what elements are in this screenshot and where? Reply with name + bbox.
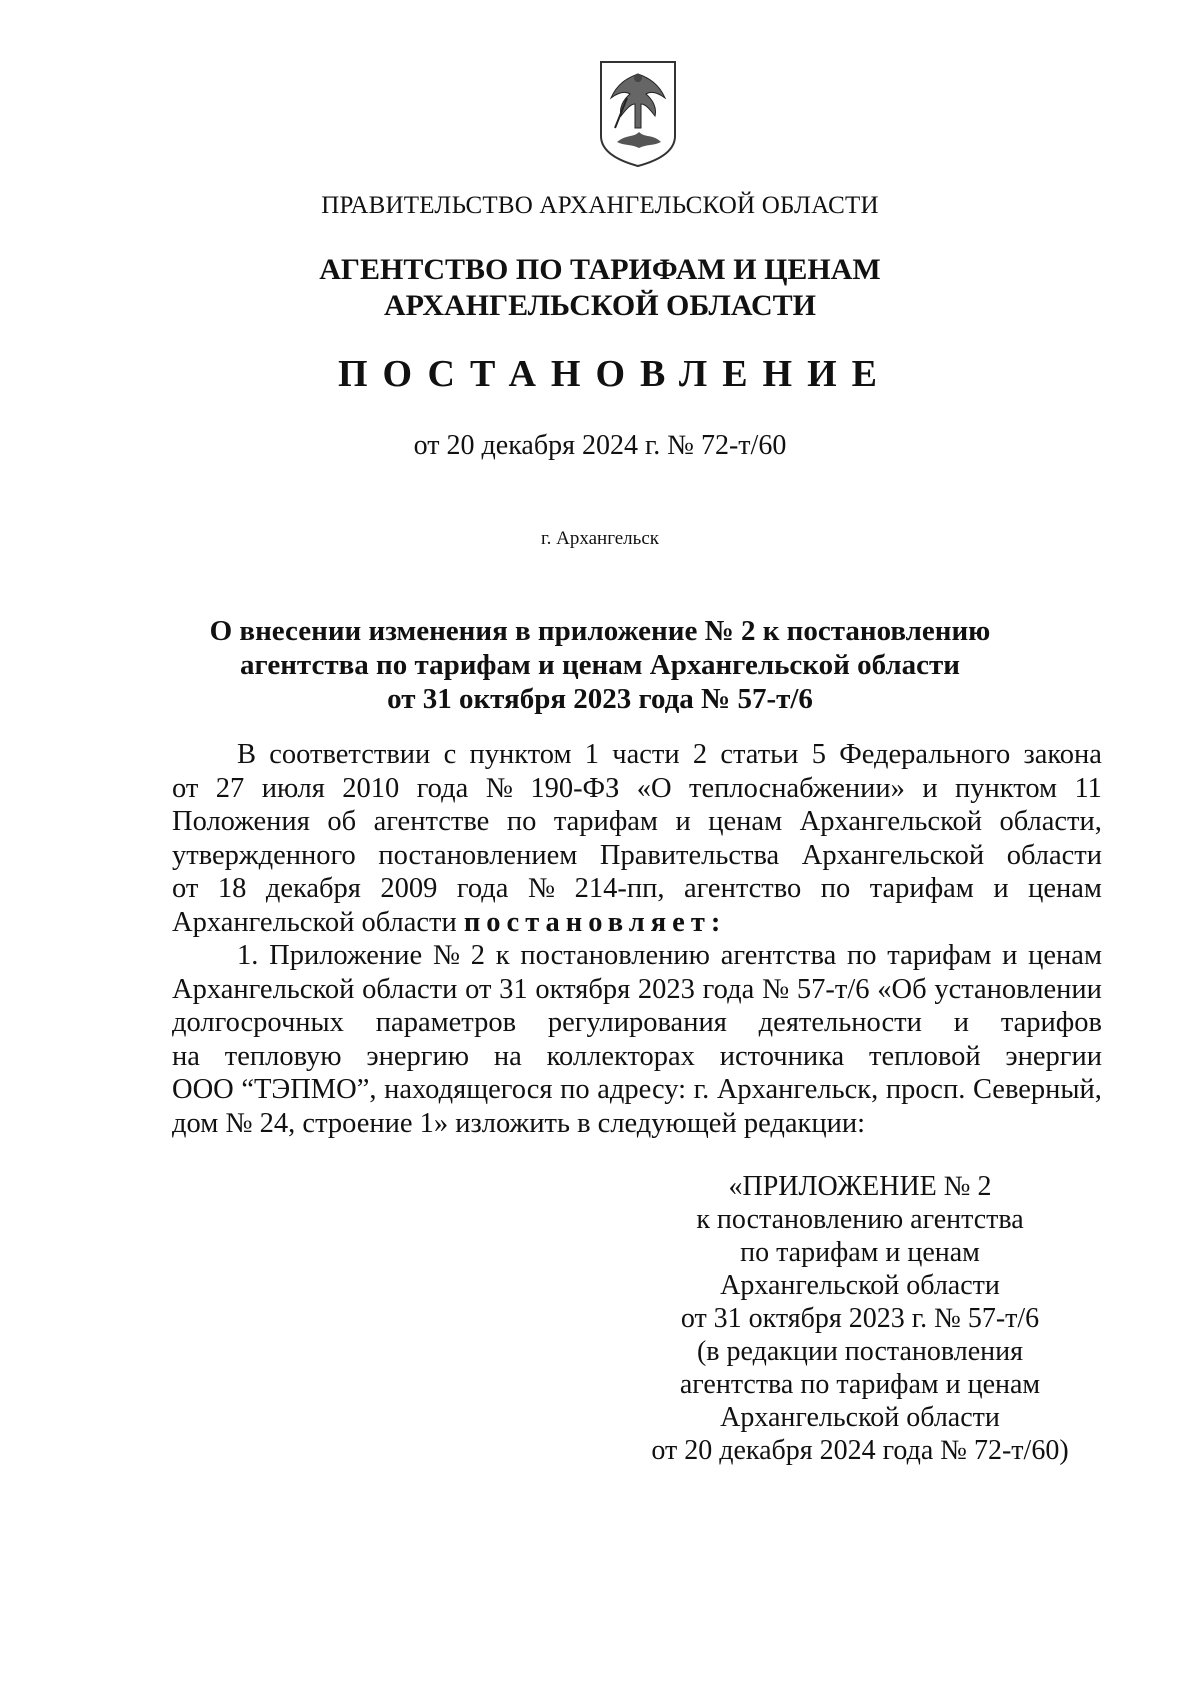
- text-word: области: [1006, 839, 1102, 871]
- text-word: В: [237, 739, 257, 770]
- text-line: дом № 24, строение 1» изложить в следующей редакции:: [172, 1107, 866, 1139]
- text-word: агентстве: [373, 806, 490, 837]
- text-word: 31: [499, 973, 528, 1005]
- document-date-number: от 20 декабря 2024 г. № 72-т/60: [413, 430, 787, 461]
- text-word: и: [953, 1007, 969, 1038]
- text-word: 190-ФЗ: [530, 772, 620, 804]
- text-word: на: [172, 1040, 200, 1072]
- text-word: области,: [999, 806, 1102, 837]
- agency-name-line: АГЕНТСТВО ПО ТАРИФАМ И ЦЕНАМ: [319, 253, 881, 286]
- text-word: адресу:: [597, 1074, 687, 1105]
- text-word: и: [922, 772, 938, 804]
- appendix-line: (в редакции постановления: [696, 1336, 1024, 1367]
- text-word: июля: [261, 772, 325, 804]
- text-word: установлении: [934, 973, 1102, 1005]
- text-word: 5: [811, 739, 826, 770]
- text-word: Правительства: [599, 839, 780, 871]
- text-word: на: [493, 1040, 522, 1072]
- text-word: Северный,: [972, 1074, 1102, 1105]
- text-word: года: [702, 973, 755, 1005]
- text-word: постановлению: [520, 940, 710, 971]
- text-word: 18: [217, 873, 247, 904]
- appendix-line: по тарифам и ценам: [740, 1237, 980, 1268]
- text-word: года: [456, 873, 509, 904]
- appendix-line: агентства по тарифам и ценам: [679, 1369, 1041, 1400]
- text-word: “ТЭПМО”,: [241, 1074, 377, 1105]
- text-word: энергии: [1005, 1040, 1102, 1072]
- text-word: с: [443, 739, 457, 770]
- text-line: [172, 939, 1102, 973]
- text-line: [172, 1006, 1102, 1040]
- text-word: 214-пп,: [574, 873, 665, 904]
- document-type-title: ПОСТАНОВЛЕНИЕ: [337, 353, 893, 395]
- text-word: тарифам: [887, 940, 992, 971]
- text-word: 57-т/6: [796, 973, 870, 1005]
- text-line: [172, 872, 1102, 906]
- text-word: соответствии: [269, 739, 431, 770]
- text-word: Архангельской: [799, 806, 982, 837]
- text-word: ООО: [172, 1074, 234, 1105]
- text-word: 2: [470, 940, 486, 971]
- text-line: [172, 906, 1102, 940]
- paragraph-item-1: [172, 939, 1102, 1140]
- text-word: источника: [719, 1040, 845, 1072]
- appendix-block: [640, 1170, 1080, 1467]
- text-word: 2023: [637, 973, 695, 1005]
- text-word: и: [675, 806, 691, 837]
- text-word: области: [362, 973, 458, 1005]
- text-word: №: [527, 873, 556, 904]
- text-word: тарифам: [553, 806, 658, 837]
- text-word: долгосрочных: [172, 1007, 344, 1038]
- decree-word: постановляет:: [463, 906, 727, 938]
- text-word: об: [327, 806, 357, 837]
- text-word: деятельности: [758, 1007, 922, 1038]
- agency-name: [0, 252, 1200, 324]
- text-line: [172, 1040, 1102, 1074]
- text-word: теплоснабжении»: [689, 772, 905, 804]
- text-fragment: Архангельской области: [172, 906, 457, 938]
- text-word: утвержденного: [172, 839, 356, 871]
- text-word: от: [172, 772, 199, 804]
- text-word: 2: [692, 739, 708, 770]
- text-word: «О: [636, 772, 672, 804]
- text-word: пунктом: [469, 739, 572, 770]
- government-name: ПРАВИТЕЛЬСТВО АРХАНГЕЛЬСКОЙ ОБЛАСТИ: [321, 192, 879, 219]
- text-word: по: [560, 1074, 590, 1105]
- appendix-line: Архангельской области: [720, 1270, 1000, 1301]
- text-word: по: [847, 940, 877, 971]
- text-word: тепловую: [224, 1040, 342, 1072]
- text-word: параметров: [375, 1007, 517, 1038]
- appendix-line: от 31 октября 2023 г. № 57-т/6: [680, 1303, 1040, 1334]
- text-word: Приложение: [269, 940, 423, 971]
- appendix-line: от 20 декабря 2024 года № 72-т/60): [651, 1435, 1069, 1466]
- text-word: 1.: [237, 940, 259, 971]
- text-word: закона: [1023, 739, 1102, 770]
- text-word: Федерального: [839, 739, 1011, 770]
- text-word: по: [506, 806, 537, 837]
- text-word: тарифам: [869, 873, 974, 904]
- text-word: декабря: [265, 873, 361, 904]
- text-line: [172, 772, 1102, 806]
- text-word: тепловой: [869, 1040, 981, 1072]
- document-heading: [0, 614, 1200, 716]
- text-word: Положения: [172, 806, 310, 837]
- text-word: ценам: [1028, 940, 1102, 971]
- paragraph-preamble: [172, 738, 1102, 939]
- text-line: [172, 805, 1102, 839]
- text-word: к: [495, 940, 510, 971]
- text-word: по: [820, 873, 851, 904]
- text-word: ценам: [708, 806, 783, 837]
- heading-line: агентства по тарифам и ценам Архангельской области: [240, 649, 960, 681]
- text-word: пунктом: [955, 772, 1058, 804]
- text-word: Архангельской: [801, 839, 985, 871]
- text-word: №: [485, 772, 513, 804]
- document-city: г. Архангельск: [540, 528, 659, 549]
- text-word: октября: [535, 973, 631, 1005]
- text-word: ценам: [1028, 873, 1102, 904]
- text-line: [172, 973, 1102, 1007]
- text-word: от: [172, 873, 199, 904]
- text-word: находящегося: [384, 1074, 553, 1105]
- appendix-line: «ПРИЛОЖЕНИЕ № 2: [728, 1171, 992, 1202]
- text-word: «Об: [877, 973, 927, 1005]
- text-word: 2010: [342, 772, 400, 804]
- text-word: от: [465, 973, 492, 1005]
- heading-line: от 31 октября 2023 года № 57-т/6: [387, 683, 813, 715]
- text-word: статьи: [720, 739, 799, 770]
- text-word: 2009: [380, 873, 438, 904]
- text-word: коллекторах: [546, 1040, 695, 1072]
- text-line: [172, 738, 1102, 772]
- text-word: регулирования: [547, 1007, 727, 1038]
- heading-line: О внесении изменения в приложение № 2 к постановлению: [209, 615, 991, 647]
- text-word: энергию: [366, 1040, 470, 1072]
- text-word: 11: [1074, 772, 1102, 804]
- text-word: постановлением: [378, 839, 578, 871]
- document-body: [172, 738, 1102, 1140]
- text-word: г.: [693, 1074, 710, 1105]
- text-word: 1: [584, 739, 600, 770]
- text-line: [172, 1073, 1102, 1107]
- text-word: №: [761, 973, 790, 1005]
- agency-name-line: АРХАНГЕЛЬСКОЙ ОБЛАСТИ: [384, 289, 816, 322]
- text-word: и: [993, 873, 1009, 904]
- text-word: части: [612, 739, 680, 770]
- text-word: 27: [215, 772, 245, 804]
- text-word: и: [1002, 940, 1018, 971]
- coat-of-arms-icon: [597, 58, 679, 170]
- text-word: тарифов: [1000, 1007, 1102, 1038]
- text-word: агентство: [683, 873, 802, 904]
- text-word: №: [432, 940, 461, 971]
- text-word: Архангельской: [172, 973, 355, 1005]
- text-word: агентства: [720, 940, 837, 971]
- appendix-line: к постановлению агентства: [696, 1204, 1024, 1235]
- text-word: Архангельск,: [716, 1074, 879, 1105]
- appendix-line: Архангельской области: [720, 1402, 1000, 1433]
- text-line: [172, 839, 1102, 873]
- text-word: года: [416, 772, 469, 804]
- text-word: просп.: [885, 1074, 966, 1105]
